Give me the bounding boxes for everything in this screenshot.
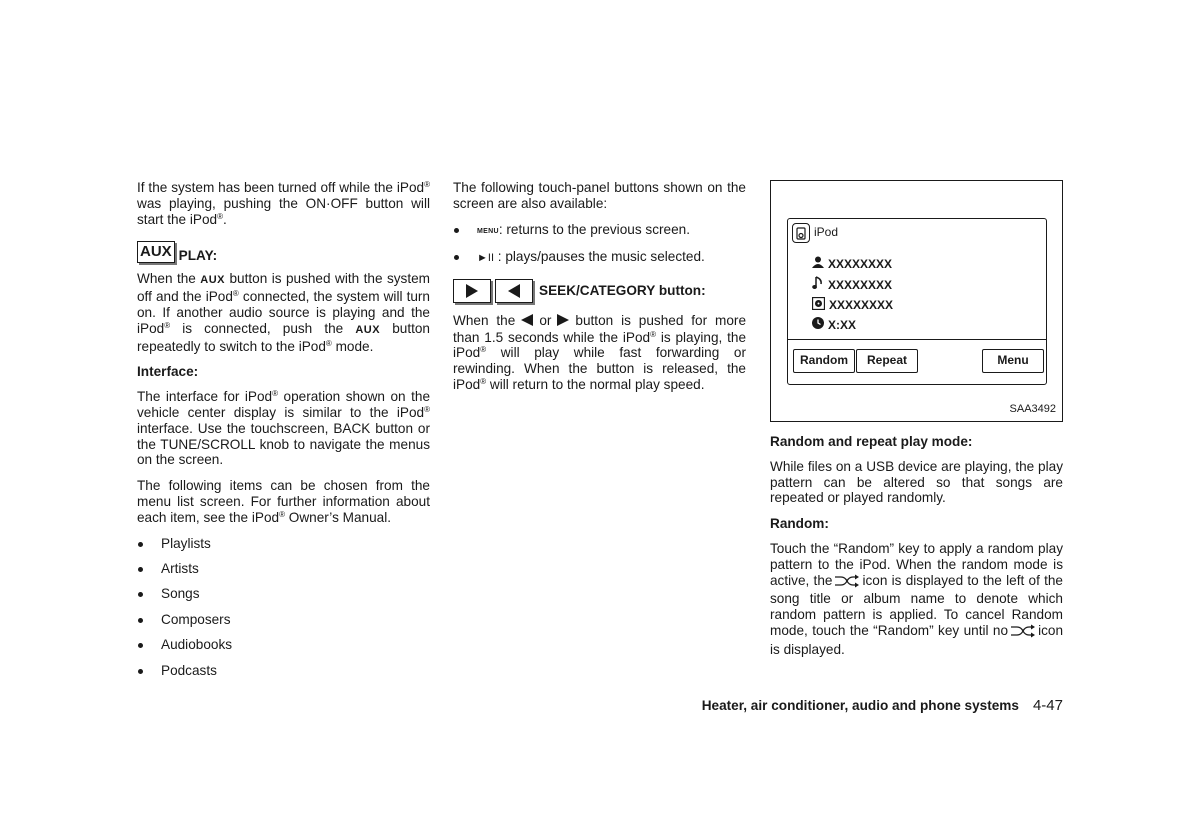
ipod-icon [792,223,810,243]
aux-inline-label: AUX [200,274,226,287]
page-number: 4-47 [1032,697,1063,714]
aux-inline-label: AUX [355,323,381,336]
list-item: MENU: returns to the previous screen. [453,222,746,240]
menu-key-icon: MENU [477,227,499,235]
random-heading: Random: [770,516,829,532]
column-left [137,180,430,688]
list-item: Artists [137,561,430,577]
random-repeat-paragraph: While files on a USB device are playing, the play pattern can be altered so that songs are repeated or played randomly. [770,458,1063,506]
intro-paragraph: If the system has been turned off while the iPod® was playing, pushing the ON·OFF button will start the iPod®. [137,180,430,227]
forward-icon [557,314,569,330]
interface-heading: Interface: [137,364,199,380]
display-screen [787,218,1047,385]
seek-category-heading: SEEK/CATEGORY button: [453,279,746,303]
figure-code: SAA3492 [1009,403,1056,416]
list-item: Playlists [137,536,430,552]
person-icon [812,256,824,273]
section-title: Heater, air conditioner, audio and phone systems [701,698,1019,713]
page-footer [702,697,1063,714]
aux-button-icon: AUX [137,241,175,263]
list-item: ►II : plays/pauses the music selected. [453,249,746,267]
column-right [770,180,1063,668]
album-icon [812,297,825,315]
touch-panel-list [453,222,746,267]
list-item: Audiobooks [137,637,430,653]
seek-back-icon [495,279,533,303]
song-row: XXXXXXXX [812,276,892,295]
music-note-icon [812,276,824,295]
list-item: Songs [137,586,430,602]
random-button[interactable]: Random [793,349,855,373]
touch-panel-intro: The following touch-panel buttons shown on the screen are also available: [453,180,746,211]
shuffle-icon [1011,624,1035,642]
list-item: Podcasts [137,663,430,679]
items-paragraph: The following items can be chosen from the menu list screen. For further information about each item, see the iPod® Owner’s Manual. [137,478,430,525]
menu-button[interactable]: Menu [982,349,1044,373]
aux-play-heading: AUX PLAY: [137,241,430,263]
screen-divider [788,339,1046,340]
source-row: iPod [792,223,838,243]
seek-paragraph: When the or button is pushed for more than 1.5 seconds while the iPod® is playing, the iPod® will play while fast forwarding or rewinding. When the button is released, the iPod® will return to the normal play speed. [453,312,747,392]
list-item: Composers [137,612,430,628]
aux-paragraph: When the AUX button is pushed with the system off and the iPod® connected, the system will turn on. If another audio source is playing and the iPod® is connected, push the AUX button repeatedly to switch to the iPod® mode. [137,271,430,354]
seek-forward-icon [453,279,491,303]
time-row: X:XX [812,317,856,334]
album-row: XXXXXXXX [812,297,893,315]
repeat-button[interactable]: Repeat [856,349,918,373]
play-pause-icon: ►II [477,251,494,264]
interface-paragraph: The interface for iPod® operation shown on the vehicle center display is similar to the iPod® interface. Use the touchscreen, BACK button or the TUNE/SCROLL knob to navigate the menus on the screen. [137,389,431,468]
rewind-icon [521,314,533,330]
random-paragraph: Touch the “Random” key to apply a random play pattern to the iPod. When the random mode is active, the icon is displayed to the left of the song title or album name to denote which random pattern is applied. To cancel Random mode, touch the “Random” key until no icon is displayed. [770,540,1063,657]
clock-icon [812,317,824,334]
shuffle-icon [835,574,859,592]
artist-row: XXXXXXXX [812,256,892,273]
menu-items-list [137,536,430,679]
random-repeat-heading: Random and repeat play mode: [770,434,973,449]
column-middle [453,180,746,403]
ipod-screen-figure [770,180,1063,422]
